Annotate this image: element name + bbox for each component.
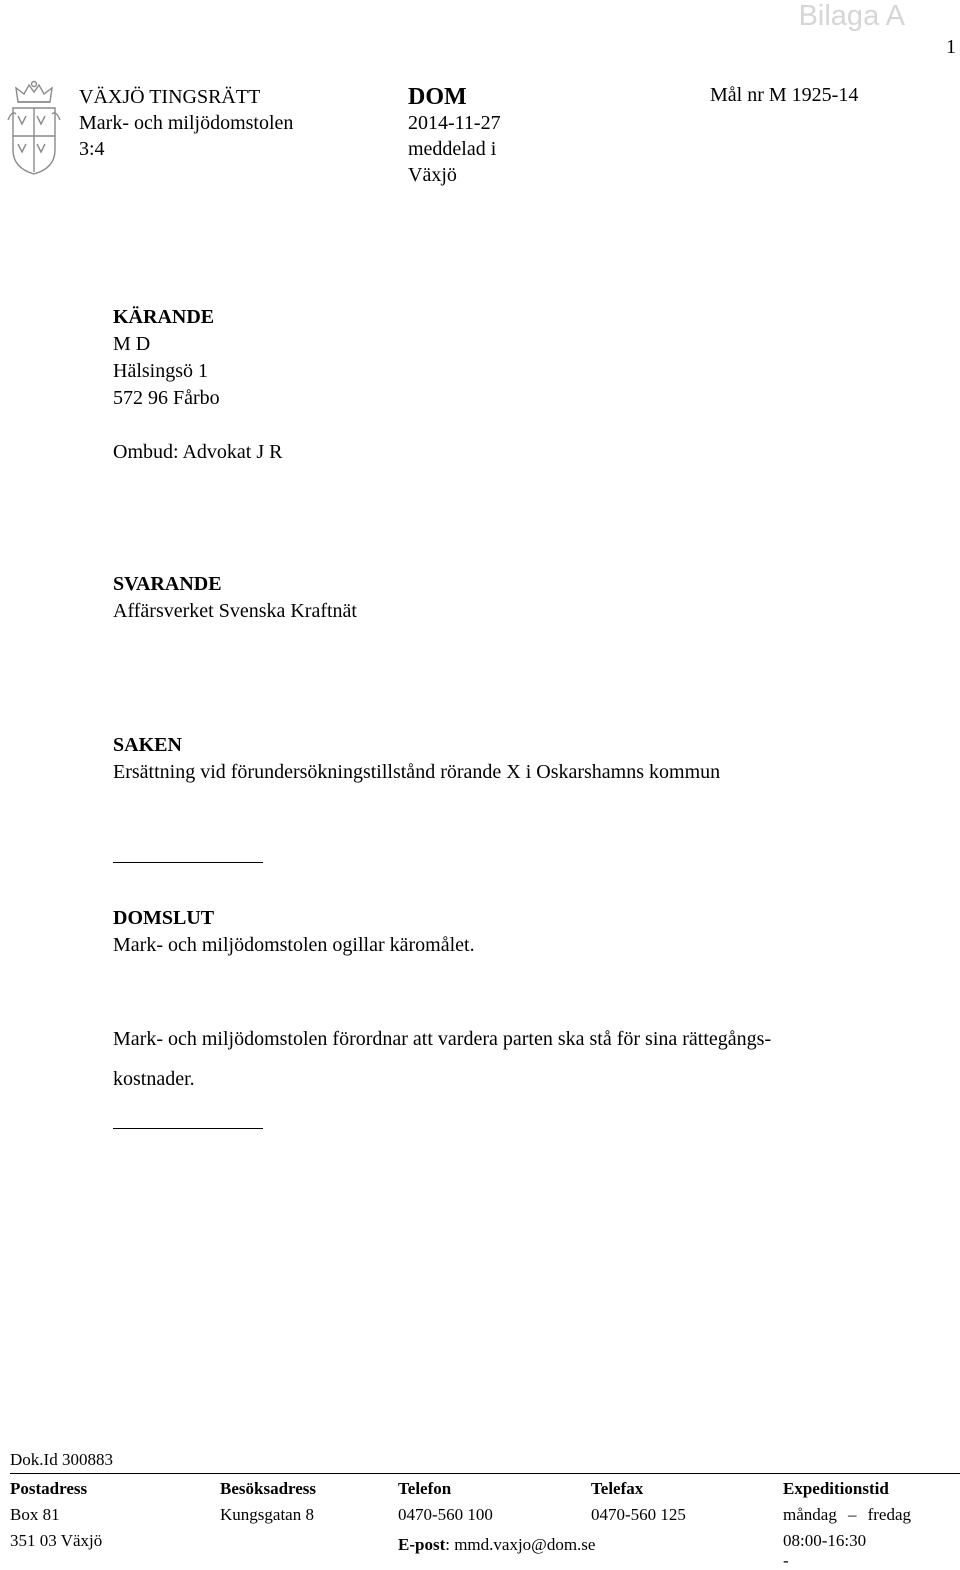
plaintiff-name: M D [113, 333, 151, 355]
footer-fax [591, 1476, 686, 1528]
defendant-name: Affärsverket Svenska Kraftnät [113, 600, 357, 622]
document-date: 2014-11-27 [408, 112, 501, 134]
postal-header: Postadress [10, 1479, 88, 1498]
hours-days [783, 1502, 911, 1528]
hours-day-from: måndag [783, 1505, 837, 1524]
plaintiff-heading: KÄRANDE [113, 306, 215, 328]
fax-header: Telefax [591, 1479, 644, 1498]
court-division: 3:4 [79, 138, 105, 160]
phone-header: Telefon [398, 1479, 452, 1498]
document-id: Dok.Id 300883 [10, 1450, 113, 1469]
hours-day-to: fredag [867, 1505, 911, 1524]
judgment-item-2 [113, 1019, 913, 1099]
defendant-section [113, 571, 357, 625]
phone-number: 0470-560 100 [398, 1505, 493, 1524]
footer-divider [10, 1473, 960, 1474]
visit-line-1: Kungsgatan 8 [220, 1505, 314, 1524]
judgment-section [113, 905, 475, 959]
page-number: 1 [946, 36, 956, 58]
plaintiff-section [113, 304, 282, 466]
judgment-item-2-line2: kostnader. [113, 1068, 195, 1090]
hours-time: 08:00-16:30 [783, 1531, 867, 1550]
judgment-heading: DOMSLUT [113, 907, 215, 929]
footer-hours [783, 1476, 911, 1568]
hours-tail: - [783, 1551, 789, 1570]
document-place: Växjö [408, 164, 457, 186]
plaintiff-postal: 572 96 Fårbo [113, 387, 220, 409]
case-number: Mål nr M 1925-14 [710, 84, 859, 106]
matter-heading: SAKEN [113, 734, 182, 756]
court-header [79, 84, 293, 162]
postal-line-1: Box 81 [10, 1505, 60, 1524]
judgment-item-1: Mark- och miljödomstolen ogillar käromålet. [113, 934, 475, 956]
footer-postal [10, 1476, 102, 1554]
postal-line-2: 351 03 Växjö [10, 1531, 103, 1550]
visit-header: Besöksadress [220, 1479, 317, 1498]
divider-bottom [113, 1128, 263, 1129]
plaintiff-address: Hälsingsö 1 [113, 360, 208, 382]
matter-section [113, 732, 720, 786]
watermark-label: Bilaga A [798, 0, 905, 32]
document-header [408, 84, 501, 188]
footer-phone [398, 1476, 595, 1558]
divider-top [113, 862, 263, 863]
coat-of-arms-icon [6, 80, 62, 178]
defendant-heading: SVARANDE [113, 573, 222, 595]
hours-header: Expeditionstid [783, 1479, 889, 1498]
plaintiff-counsel: Ombud: Advokat J R [113, 441, 283, 463]
email-address: : mmd.vaxjo@dom.se [445, 1535, 596, 1554]
matter-text: Ersättning vid förundersökningstillstånd rörande X i Oskarshamns kommun [113, 761, 721, 783]
fax-number: 0470-560 125 [591, 1505, 686, 1524]
court-name: VÄXJÖ TINGSRÄTT [79, 86, 261, 108]
footer-visit [220, 1476, 316, 1528]
email-line [398, 1532, 595, 1558]
court-department: Mark- och miljödomstolen [79, 112, 294, 134]
judgment-item-2-line1: Mark- och miljödomstolen förordnar att vardera parten ska stå för sina rättegångs- [113, 1028, 772, 1050]
hours-dash: – [847, 1505, 857, 1524]
document-issued: meddelad i [408, 138, 497, 160]
email-label: E-post [398, 1535, 446, 1554]
document-type: DOM [408, 84, 467, 110]
